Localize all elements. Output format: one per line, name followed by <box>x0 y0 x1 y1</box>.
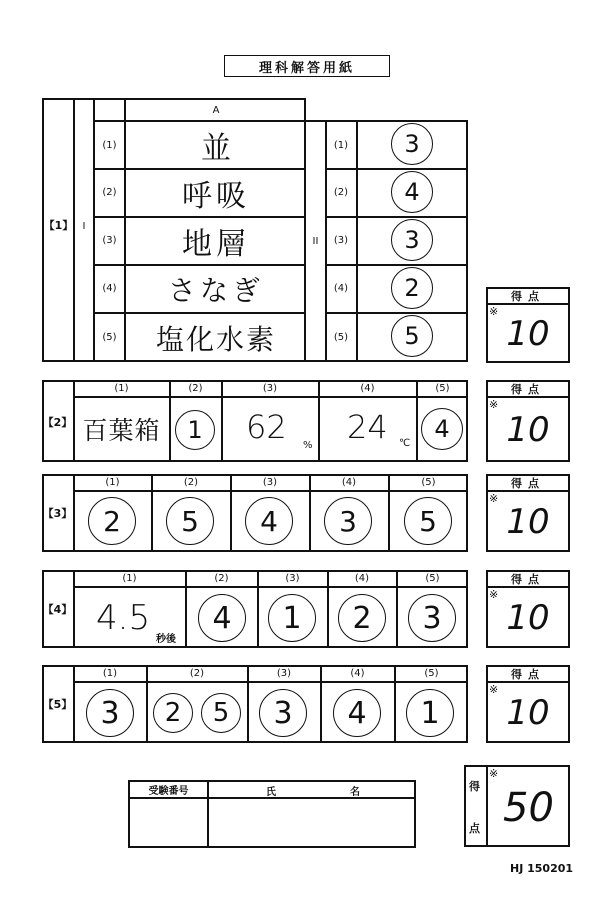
q3-num-2: (2) <box>183 477 199 488</box>
q2-answer-3: 62 <box>246 408 287 446</box>
q4-answer-2: 4 <box>198 594 246 642</box>
q2-num-3: (3) <box>262 383 278 394</box>
q1-a-num-4: (4) <box>102 283 117 294</box>
score-mark-5: ※ <box>489 683 499 696</box>
q1-b-num-5: (5) <box>333 332 349 343</box>
q5-answer-1: 3 <box>86 689 134 737</box>
q5-num-2: (2) <box>189 668 205 679</box>
total-mark: ※ <box>489 767 499 780</box>
q2-answer-4: 24 <box>347 408 388 446</box>
q2-answer-5: 4 <box>421 408 463 450</box>
score-head-1: 得点 <box>511 289 545 303</box>
q3-label: 【3】 <box>42 507 73 520</box>
exam-number-label: 受験番号 <box>148 785 189 797</box>
q1-part-i: I <box>82 220 86 232</box>
q1-b-num-4: (4) <box>333 283 349 294</box>
name-label-1: 氏 <box>266 787 276 798</box>
q1-b-answer-4: 2 <box>391 267 433 309</box>
q1-b-answer-3: 3 <box>391 219 433 261</box>
q3-num-4: (4) <box>341 477 357 488</box>
q4-num-5: (5) <box>425 573 440 584</box>
score-head-5: 得点 <box>511 667 545 681</box>
score-value-2: 10 <box>506 410 550 450</box>
q5-answer-2a: 2 <box>153 693 193 733</box>
q1-a-answer-2: 呼吸 <box>182 178 250 214</box>
q4-answer-4: 2 <box>338 594 386 642</box>
q3-answer-4: 3 <box>324 497 372 545</box>
score-mark-1: ※ <box>489 305 499 318</box>
q2-unit-3: % <box>303 440 313 451</box>
q4-answer-5: 3 <box>408 594 456 642</box>
sheet-title-box <box>224 55 390 77</box>
q3-answer-2: 5 <box>166 497 214 545</box>
q1-b-answer-5: 5 <box>391 315 433 357</box>
footer-code: HJ 150201 <box>510 862 574 875</box>
q3-answer-1: 2 <box>88 497 136 545</box>
q1-a-answer-1: 並 <box>201 131 231 166</box>
q5-num-1: (1) <box>102 668 118 679</box>
q4-num-4: (4) <box>354 573 370 584</box>
q1-a-answer-3: 地層 <box>182 226 250 262</box>
q4-num-1: (1) <box>122 573 137 584</box>
q5-num-5: (5) <box>424 668 439 679</box>
sheet-title: 理科解答用紙 <box>258 60 355 76</box>
q2-num-2: (2) <box>188 383 203 394</box>
score-value-5: 10 <box>506 693 550 733</box>
q3-num-5: (5) <box>421 477 436 488</box>
score-mark-2: ※ <box>489 398 499 411</box>
q1-part-ii: II <box>312 235 319 247</box>
q1-col-a-header: A <box>212 104 220 116</box>
score-value-4: 10 <box>506 598 550 638</box>
q2-num-5: (5) <box>435 383 450 394</box>
total-score-value: 50 <box>503 785 554 831</box>
q1-a-num-3: (3) <box>102 235 117 246</box>
score-head-3: 得点 <box>511 476 545 490</box>
q5-num-3: (3) <box>276 668 292 679</box>
q1-a-num-2: (2) <box>102 187 117 198</box>
score-mark-3: ※ <box>489 492 499 505</box>
q1-b-num-1: (1) <box>333 139 349 151</box>
q1-b-answer-2: 4 <box>391 171 433 213</box>
name-label-2: 名 <box>350 787 360 798</box>
q2-label: 【2】 <box>42 416 73 429</box>
q1-a-num-1: (1) <box>102 139 117 151</box>
score-value-3: 10 <box>506 502 550 542</box>
q4-num-2: (2) <box>214 573 229 584</box>
q2-answer-2: 1 <box>175 410 215 450</box>
q1-a-answer-5: 塩化水素 <box>155 322 276 356</box>
q1-a-answer-4: さなぎ <box>167 273 264 307</box>
q1-b-answer-1: 3 <box>391 123 433 165</box>
q2-num-4: (4) <box>360 383 375 394</box>
score-head-4: 得点 <box>511 572 545 586</box>
q4-label: 【4】 <box>42 603 73 616</box>
q5-num-4: (4) <box>350 668 365 679</box>
q5-answer-2b: 5 <box>201 693 241 733</box>
q5-answer-4: 4 <box>333 689 381 737</box>
q1-b-num-3: (3) <box>333 235 349 246</box>
q3-num-1: (1) <box>105 477 120 488</box>
total-label-top: 得 <box>469 780 480 793</box>
q5-answer-5: 1 <box>406 689 454 737</box>
q5-label: 【5】 <box>42 698 73 711</box>
q4-answer-3: 1 <box>268 594 316 642</box>
q1-label: 【1】 <box>43 219 74 232</box>
q4-answer-1: 4.5 <box>96 598 151 638</box>
q3-num-3: (3) <box>262 477 278 488</box>
q3-answer-3: 4 <box>245 497 293 545</box>
q4-num-3: (3) <box>285 573 300 584</box>
q2-unit-4: ℃ <box>399 438 411 449</box>
q1-b-num-2: (2) <box>333 187 349 198</box>
score-value-1: 10 <box>506 314 550 354</box>
q4-unit-1: 秒後 <box>156 634 176 645</box>
total-label-bottom: 点 <box>469 822 480 835</box>
q2-num-1: (1) <box>114 383 129 394</box>
score-mark-4: ※ <box>489 588 499 601</box>
score-head-2: 得点 <box>511 382 545 396</box>
q1-a-num-5: (5) <box>102 332 117 343</box>
q3-answer-5: 5 <box>404 497 452 545</box>
q5-answer-3: 3 <box>259 689 307 737</box>
q2-answer-1: 百葉箱 <box>82 416 161 445</box>
